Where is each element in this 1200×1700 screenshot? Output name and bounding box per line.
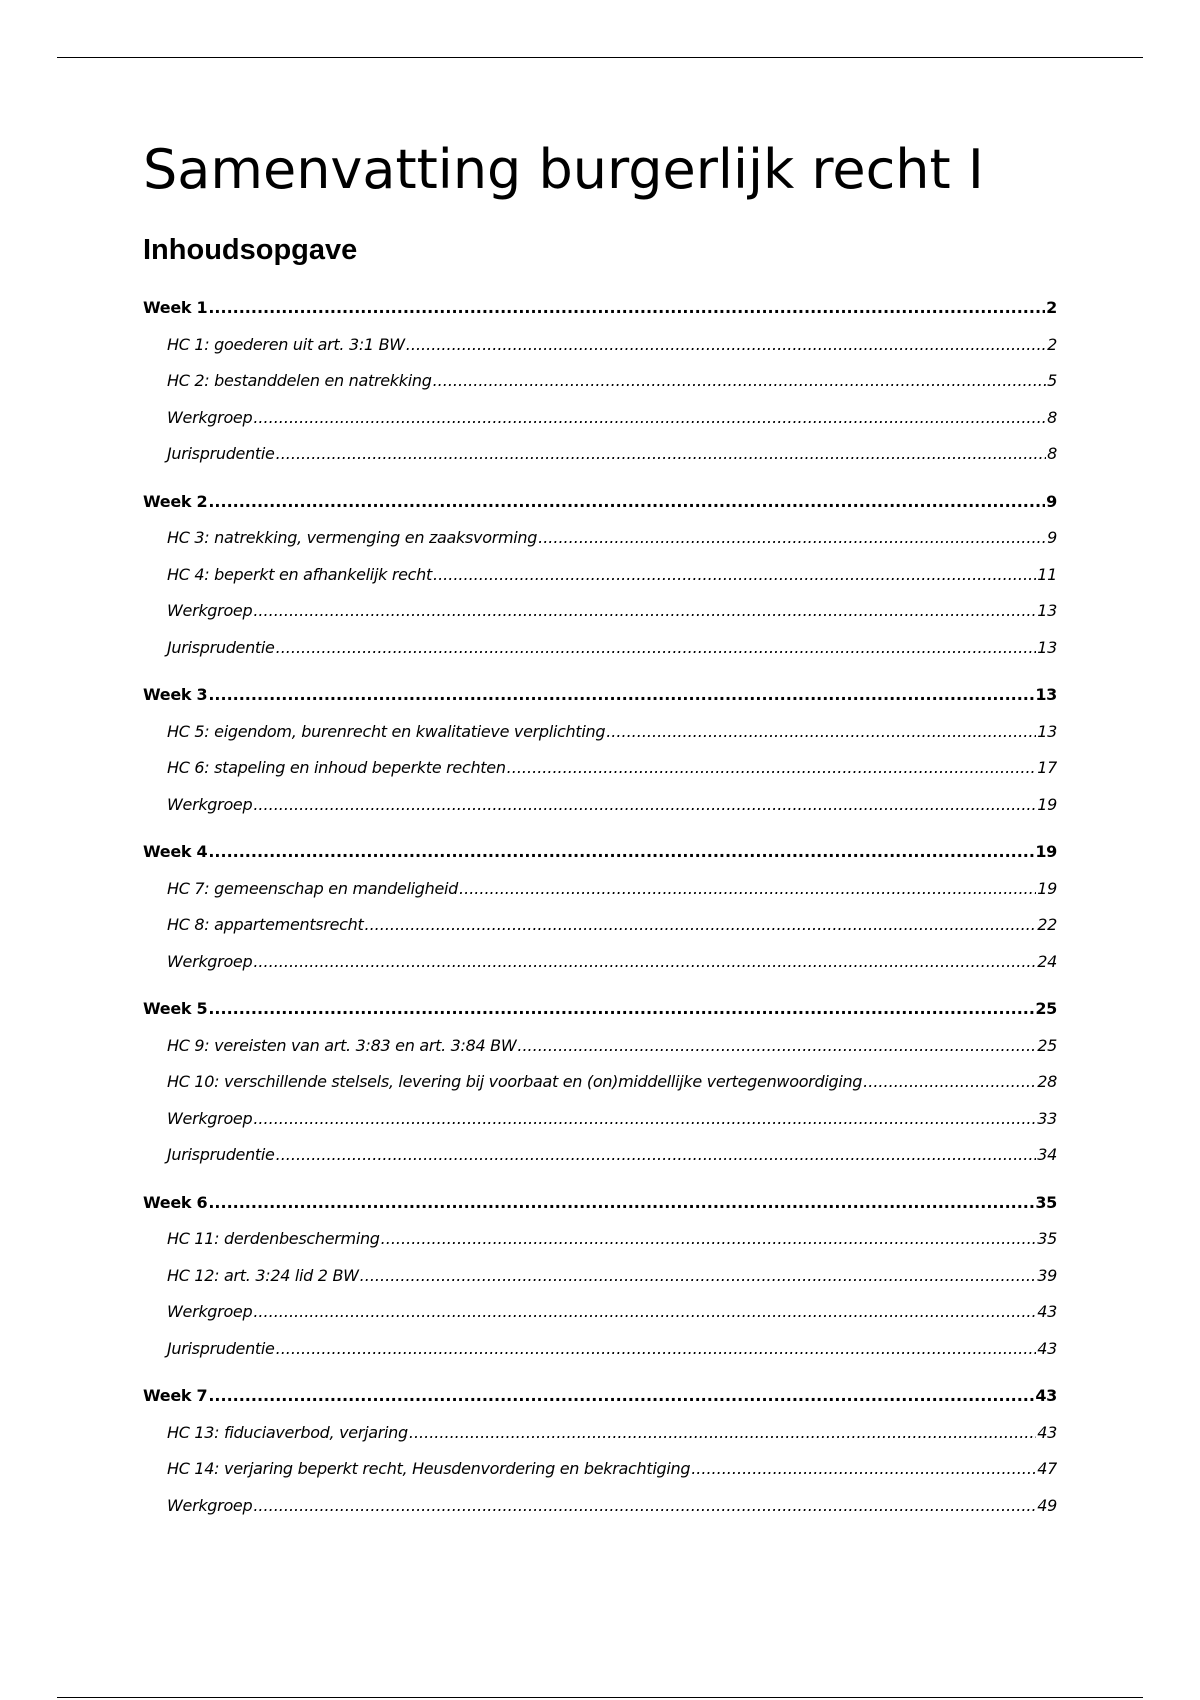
toc-page-number: 49 [1037,1495,1057,1515]
toc-dot-leader [208,290,1045,327]
toc-entry-label: HC 7: gemeenschap en mandeligheid [167,878,459,898]
toc-page-number: 19 [1037,878,1057,898]
toc-dot-leader [406,327,1046,364]
toc-entry-label: HC 8: appartementsrecht [167,915,364,934]
toc-page-number: 33 [1037,1108,1057,1128]
toc-dot-leader [208,1185,1034,1222]
toc-page-number: 34 [1037,1145,1057,1164]
toc-sub-entry[interactable] [143,1221,1057,1258]
toc-week-entry[interactable] [143,1378,1057,1415]
toc-entry-label: HC 14: verjaring beperkt recht, Heusdenvordering en bekrachtiging [167,1459,691,1478]
toc-entry-label: Week 1 [143,298,208,317]
header-rule [57,57,1143,58]
toc-entry-label: Week 4 [143,842,208,861]
toc-page-number: 35 [1035,1192,1057,1212]
toc-entry-label: Jurisprudentie [167,637,275,657]
toc-entry-label: Werkgroep [167,407,253,427]
toc-sub-entry[interactable] [143,1064,1057,1101]
toc-entry-label: Week 5 [143,999,208,1018]
toc-sub-entry[interactable] [143,400,1057,437]
toc-page-number: 17 [1037,758,1057,777]
toc-dot-leader [360,1258,1037,1295]
toc-week-group [143,290,1057,473]
toc-page-number: 11 [1037,564,1057,584]
toc-sub-entry[interactable] [143,1488,1057,1525]
toc-entry-label: HC 10: verschillende stelsels, levering bij voorbaat en (on)middellijke vertegenwoordiging [167,1072,863,1091]
toc-page-number: 43 [1037,1338,1057,1358]
toc-sub-entry[interactable] [143,714,1057,751]
toc-week-entry[interactable] [143,1185,1057,1222]
toc-dot-leader [253,593,1036,630]
toc-dot-leader [538,520,1046,557]
toc-sub-entry[interactable] [143,327,1057,364]
toc-sub-entry[interactable] [143,944,1057,981]
toc-entry-label: Jurisprudentie [167,1145,275,1164]
toc-dot-leader [253,1101,1036,1138]
toc-entry-label: Week 7 [143,1386,208,1405]
toc-sub-entry[interactable] [143,1451,1057,1488]
toc-week-group [143,484,1057,667]
footer-rule [57,1697,1143,1698]
toc-sub-entry[interactable] [143,1101,1057,1138]
toc-dot-leader [507,750,1037,787]
toc-entry-label: HC 5: eigendom, burenrecht en kwalitatieve verplichting [167,721,606,741]
toc-dot-leader [253,1294,1036,1331]
toc-page-number: 35 [1037,1229,1057,1248]
toc-sub-entry[interactable] [143,1258,1057,1295]
toc-entry-label: Werkgroep [167,951,253,971]
toc-entry-label: HC 9: vereisten van art. 3:83 en art. 3:84 BW [167,1035,517,1055]
toc-page-number: 43 [1037,1422,1057,1442]
toc-sub-entry[interactable] [143,907,1057,944]
toc-dot-leader [253,787,1036,824]
toc-entry-label: Week 6 [143,1192,208,1212]
toc-week-group [143,1185,1057,1368]
toc-entry-label: Jurisprudentie [167,444,275,463]
toc-week-entry[interactable] [143,677,1057,714]
toc-page-number: 9 [1046,491,1057,511]
toc-page-number: 47 [1037,1459,1057,1478]
toc-page-number: 13 [1037,637,1057,657]
toc-page-number: 22 [1037,915,1057,934]
toc-dot-leader [276,1331,1037,1368]
toc-page-number: 43 [1035,1386,1057,1405]
toc-dot-leader [276,630,1037,667]
toc-page-number: 13 [1035,685,1057,704]
toc-page-number: 8 [1047,444,1057,463]
toc-dot-leader [433,557,1036,594]
toc-entry-label: HC 6: stapeling en inhoud beperkte rechten [167,758,506,777]
toc-sub-entry[interactable] [143,1028,1057,1065]
toc-dot-leader [691,1451,1036,1488]
toc-dot-leader [208,677,1034,714]
toc-week-entry[interactable] [143,484,1057,521]
toc-dot-leader [606,714,1036,751]
toc-dot-leader [208,991,1034,1028]
toc-page-number: 2 [1047,334,1057,354]
toc-dot-leader [253,944,1036,981]
toc-entry-label: HC 12: art. 3:24 lid 2 BW [167,1265,359,1285]
toc-sub-entry[interactable] [143,787,1057,824]
toc-dot-leader [253,400,1046,437]
toc-dot-leader [276,1137,1037,1174]
toc-page-number: 5 [1047,371,1057,390]
toc-sub-entry[interactable] [143,1415,1057,1452]
toc-page-number: 28 [1037,1072,1057,1091]
toc-dot-leader [208,484,1045,521]
toc-dot-leader [208,834,1034,871]
toc-sub-entry[interactable] [143,871,1057,908]
toc-sub-entry[interactable] [143,1137,1057,1174]
toc-week-entry[interactable] [143,991,1057,1028]
toc-entry-label: Week 2 [143,491,208,511]
toc-page-number: 13 [1037,601,1057,620]
toc-sub-entry[interactable] [143,363,1057,400]
toc-entry-label: Werkgroep [167,1108,253,1128]
table-of-contents [143,290,1057,1524]
document-title: Samenvatting burgerlijk recht I [143,138,984,201]
toc-dot-leader [381,1221,1037,1258]
toc-page-number: 9 [1047,528,1057,547]
toc-dot-leader [276,436,1047,473]
toc-dot-leader [409,1415,1036,1452]
toc-entry-label: Week 3 [143,685,208,704]
toc-dot-leader [364,907,1036,944]
toc-sub-entry[interactable] [143,1331,1057,1368]
toc-entry-label: Jurisprudentie [167,1338,275,1358]
toc-page-number: 19 [1035,842,1057,861]
toc-entry-label: Werkgroep [167,1495,253,1515]
toc-entry-label: Werkgroep [167,1302,253,1321]
toc-week-entry[interactable] [143,290,1057,327]
toc-dot-leader [208,1378,1034,1415]
toc-week-entry[interactable] [143,834,1057,871]
toc-dot-leader [459,871,1036,908]
toc-entry-label: HC 11: derdenbescherming [167,1229,380,1248]
toc-entry-label: HC 4: beperkt en afhankelijk recht [167,564,432,584]
toc-page-number: 25 [1035,999,1057,1018]
toc-page-number: 8 [1047,407,1057,427]
toc-entry-label: Werkgroep [167,794,253,814]
toc-week-group [143,1378,1057,1524]
toc-dot-leader [863,1064,1036,1101]
toc-sub-entry[interactable] [143,630,1057,667]
toc-page-number: 2 [1046,298,1057,317]
toc-page-number: 19 [1037,794,1057,814]
toc-sub-entry[interactable] [143,750,1057,787]
toc-entry-label: HC 1: goederen uit art. 3:1 BW [167,334,405,354]
toc-sub-entry[interactable] [143,557,1057,594]
toc-entry-label: HC 3: natrekking, vermenging en zaaksvorming [167,528,538,547]
toc-dot-leader [433,363,1047,400]
toc-entry-label: HC 13: fiduciaverbod, verjaring [167,1422,408,1442]
toc-dot-leader [253,1488,1036,1525]
toc-dot-leader [517,1028,1036,1065]
toc-week-group [143,677,1057,823]
toc-heading: Inhoudsopgave [143,234,358,266]
toc-week-group [143,834,1057,980]
toc-sub-entry[interactable] [143,593,1057,630]
toc-page-number: 39 [1037,1265,1057,1285]
toc-page-number: 13 [1037,721,1057,741]
toc-week-group [143,991,1057,1174]
toc-page-number: 24 [1037,951,1057,971]
toc-sub-entry[interactable] [143,520,1057,557]
toc-page-number: 25 [1037,1035,1057,1055]
toc-entry-label: Werkgroep [167,601,253,620]
toc-page-number: 43 [1037,1302,1057,1321]
toc-sub-entry[interactable] [143,436,1057,473]
toc-entry-label: HC 2: bestanddelen en natrekking [167,371,432,390]
toc-sub-entry[interactable] [143,1294,1057,1331]
